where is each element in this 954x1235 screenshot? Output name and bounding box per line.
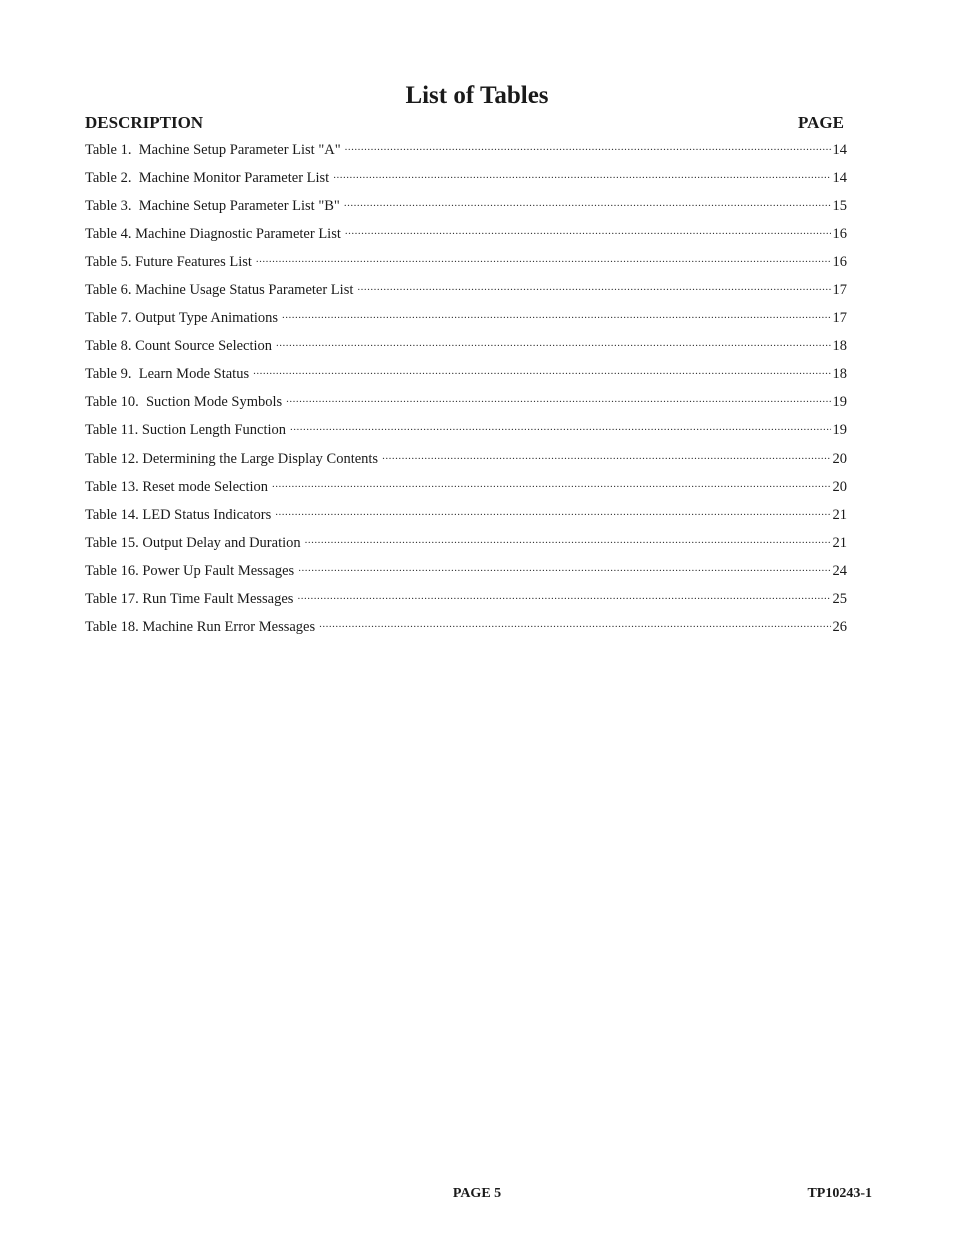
toc-entry[interactable] — [85, 224, 847, 252]
toc-entry-label: Table 6. Machine Usage Status Parameter List — [85, 282, 354, 299]
footer-page-number: PAGE 5 — [452, 1186, 502, 1201]
toc-entry-page: 20 — [832, 478, 847, 495]
toc-entry-label: Table 14. LED Status Indicators — [85, 506, 272, 523]
toc-entry[interactable] — [85, 589, 847, 617]
toc-entry-page: 15 — [832, 198, 847, 215]
toc-entry-label: Table 18. Machine Run Error Messages — [85, 618, 316, 635]
toc-entry-page: 16 — [832, 226, 847, 243]
toc-entry[interactable] — [85, 252, 847, 280]
toc-entry[interactable] — [85, 449, 847, 477]
dot-leader — [253, 364, 830, 378]
toc-entry-page: 17 — [832, 310, 847, 327]
toc-entry-page: 17 — [832, 282, 847, 299]
toc-entry-page: 24 — [832, 562, 847, 579]
toc-entry[interactable] — [85, 364, 847, 392]
toc-entry[interactable] — [85, 420, 847, 448]
toc-entry-label: Table 16. Power Up Fault Messages — [85, 562, 295, 579]
dot-leader — [382, 449, 830, 463]
dot-leader — [333, 168, 830, 182]
toc-entry-page: 21 — [832, 506, 847, 523]
toc-header — [85, 112, 844, 134]
dot-leader — [297, 589, 830, 603]
toc-entry-label: Table 13. Reset mode Selection — [85, 478, 269, 495]
toc-entry[interactable] — [85, 336, 847, 364]
toc-entry-label: Table 11. Suction Length Function — [85, 422, 287, 439]
toc-entry-label: Table 10. Suction Mode Symbols — [85, 394, 283, 411]
toc-entry-page: 19 — [832, 422, 847, 439]
toc-entry[interactable] — [85, 140, 847, 168]
toc-entry-label: Table 3. Machine Setup Parameter List "B" — [85, 198, 340, 215]
dot-leader — [357, 280, 830, 294]
toc-entry[interactable] — [85, 392, 847, 420]
dot-leader — [275, 505, 830, 519]
toc-entry-page: 25 — [832, 590, 847, 607]
toc-entry-page: 20 — [832, 450, 847, 467]
toc-entry-page: 18 — [832, 338, 847, 355]
toc-entry-page: 18 — [832, 366, 847, 383]
toc-entry[interactable] — [85, 196, 847, 224]
toc-entry[interactable] — [85, 168, 847, 196]
toc-entry[interactable] — [85, 561, 847, 589]
toc-entry-label: Table 17. Run Time Fault Messages — [85, 590, 294, 607]
toc-entry-page: 14 — [832, 170, 847, 187]
dot-leader — [344, 196, 831, 210]
dot-leader — [345, 224, 831, 238]
toc-entry-label: Table 2. Machine Monitor Parameter List — [85, 170, 330, 187]
toc-entry[interactable] — [85, 505, 847, 533]
toc-entry[interactable] — [85, 617, 847, 645]
page-title: List of Tables — [405, 82, 549, 109]
dot-leader — [256, 252, 831, 266]
toc-entry[interactable] — [85, 477, 847, 505]
toc-entry-page: 26 — [832, 618, 847, 635]
toc-entry-label: Table 12. Determining the Large Display Contents — [85, 450, 379, 467]
table-of-tables-list — [85, 140, 847, 645]
dot-leader — [319, 617, 830, 631]
footer-document-code: TP10243-1 — [807, 1186, 872, 1201]
dot-leader — [286, 392, 830, 406]
dot-leader — [298, 561, 830, 575]
dot-leader — [290, 420, 830, 434]
description-column-header: DESCRIPTION — [85, 113, 204, 132]
toc-entry-page: 21 — [832, 534, 847, 551]
toc-entry-label: Table 9. Learn Mode Status — [85, 366, 250, 383]
toc-entry-page: 16 — [832, 254, 847, 271]
page-column-header: PAGE — [798, 113, 844, 132]
toc-entry-label: Table 8. Count Source Selection — [85, 338, 273, 355]
toc-entry-page: 14 — [832, 142, 847, 158]
dot-leader — [276, 336, 830, 350]
dot-leader — [282, 308, 830, 322]
toc-entry[interactable] — [85, 533, 847, 561]
dot-leader — [272, 477, 830, 491]
toc-entry-label: Table 15. Output Delay and Duration — [85, 534, 301, 551]
toc-entry[interactable] — [85, 308, 847, 336]
toc-entry-label: Table 1. Machine Setup Parameter List "A" — [85, 142, 341, 158]
toc-entry-label: Table 4. Machine Diagnostic Parameter List — [85, 226, 341, 243]
toc-entry-label: Table 5. Future Features List — [85, 254, 252, 271]
dot-leader — [345, 140, 831, 154]
toc-entry[interactable] — [85, 280, 847, 308]
toc-entry-label: Table 7. Output Type Animations — [85, 310, 279, 327]
toc-entry-page: 19 — [832, 394, 847, 411]
dot-leader — [305, 533, 831, 547]
